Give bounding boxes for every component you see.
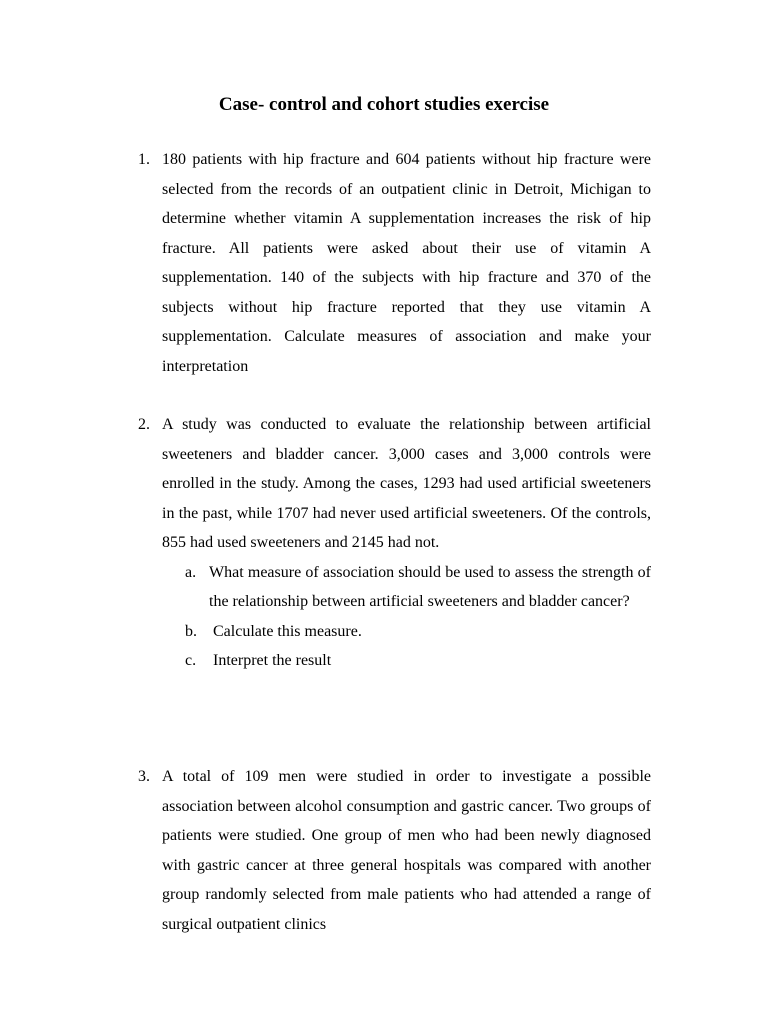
sub-question-letter: a. xyxy=(185,563,197,581)
question-2 xyxy=(138,410,651,676)
question-number: 1. xyxy=(138,151,150,168)
sub-question-c xyxy=(185,646,651,676)
question-text: A total of 109 men were studied in order to investigate a possible association between alcohol consumption and gastric cancer. Two groups of patients were studied. One group of men who had been newly diagnosed with gastric cancer at three general hospitals was compared with another group randomly selected from male patients who had attended a range of surgical outpatient clinics xyxy=(162,768,651,933)
sub-question-a xyxy=(185,558,651,617)
document-title: Case- control and cohort studies exercise xyxy=(218,94,550,115)
sub-question-text: Interpret the result xyxy=(213,652,332,669)
question-number: 2. xyxy=(138,416,150,433)
sub-question-list xyxy=(185,558,651,676)
sub-question-text: Calculate this measure. xyxy=(213,622,362,640)
sub-question-letter: c. xyxy=(185,652,197,669)
question-text: A study was conducted to evaluate the relationship between artificial sweeteners and bladder cancer. 3,000 cases and 3,000 controls were enrolled in the study. Among the cases, 1293 had used artificial sweeteners in the past, while 1707 had never used artificial sweeteners. Of the controls, 855 had used sweeteners and 2145 had not. xyxy=(162,416,651,551)
sub-question-letter: b. xyxy=(185,622,197,640)
question-text: 180 patients with hip fracture and 604 patients without hip fracture were selected from the records of an outpatient clinic in Detroit, Michigan to determine whether vitamin A supplementation increases the risk of hip fracture. All patients were asked about their use of vitamin A supplementation. 140 of the subjects with hip fracture and 370 of the subjects without hip fracture reported that they use vitamin A supplementation. Calculate measures of association and make your interpretation xyxy=(162,151,651,375)
question-3 xyxy=(138,762,651,939)
sub-question-text: What measure of association should be used to assess the strength of the relationship between artificial sweeteners and bladder cancer? xyxy=(209,563,651,610)
question-1 xyxy=(138,145,651,381)
question-number: 3. xyxy=(138,768,150,785)
sub-question-b xyxy=(185,617,651,647)
